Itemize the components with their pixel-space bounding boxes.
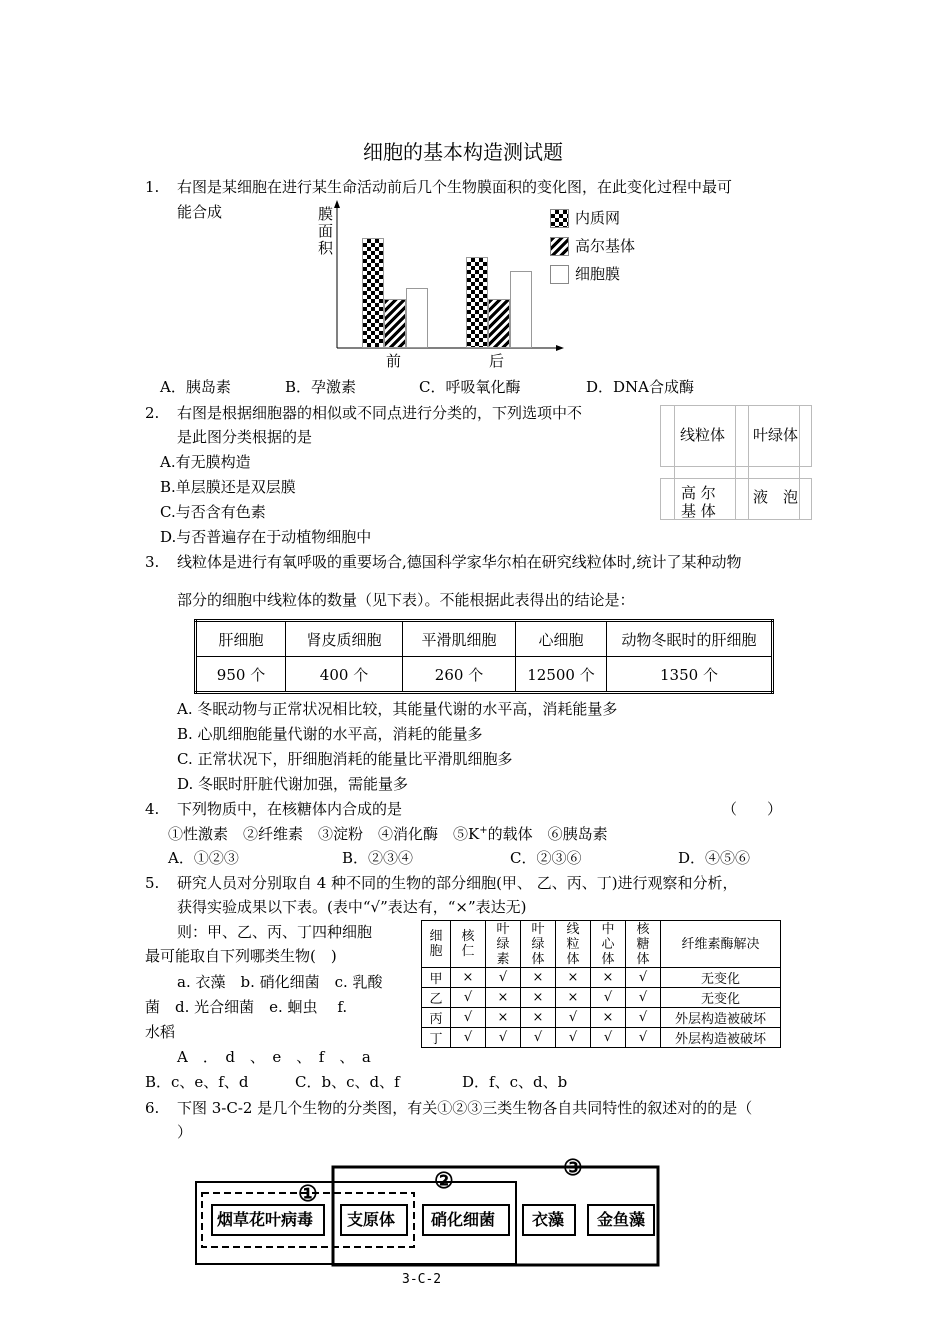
table-cell: 甲 (422, 968, 451, 988)
q5-text-line2: 获得实验成果以下表。(表中“√”表达有，“×”表达无) (177, 898, 527, 916)
q3-option-b: B. 心肌细胞能量代谢的水平高，消耗的能量多 (177, 725, 483, 743)
table-row (422, 1008, 781, 1028)
table-row (422, 1028, 781, 1048)
header-char: 仁 (461, 944, 475, 959)
table-cell: × (486, 1008, 521, 1028)
q6-text-line2: ） (177, 1123, 193, 1141)
organism-mycoplasma: 支原体 (347, 1210, 396, 1229)
table-cell: 12500 个 (516, 657, 607, 693)
table-header-cell (451, 921, 486, 968)
q5-left-line: 最可能取自下列哪类生物( ) (145, 947, 337, 965)
header-char: 中 (601, 921, 615, 937)
header-char: 绿 (531, 936, 545, 952)
table-cell: 乙 (422, 988, 451, 1008)
q5-left-line: 则：甲、乙、丙、丁四种细胞 (177, 923, 373, 941)
diagram-cell-golgi: 基 体 (681, 502, 716, 520)
header-char: 体 (566, 951, 580, 967)
header-char: 绿 (496, 936, 510, 952)
table-header-cell: 平滑肌细胞 (403, 621, 516, 657)
diagram-cell-chloroplast: 叶绿体 (753, 426, 799, 444)
group-label-3: ③ (563, 1155, 583, 1181)
table-cell: √ (626, 1028, 661, 1048)
table-cell: 400 个 (286, 657, 403, 693)
header-char: 线 (566, 921, 580, 937)
table-row (196, 657, 773, 693)
organism-tmv: 烟草花叶病毒 (217, 1210, 314, 1229)
header-char: 细 (429, 929, 443, 944)
table-cell: √ (626, 968, 661, 988)
table-cell: × (486, 988, 521, 1008)
header-char: 叶 (496, 921, 510, 937)
legend-swatch-checker (550, 209, 569, 228)
q5-option-a: A ． d 、 e 、 f 、 a (177, 1048, 371, 1066)
diagram-caption: 3-C-2 (402, 1272, 442, 1287)
chart-bar (406, 288, 428, 348)
table-cell: √ (556, 1008, 591, 1028)
q5-number: 5. (145, 874, 160, 892)
diagram-cell-vacuole: 液 泡 (753, 488, 799, 506)
header-char: 核 (461, 929, 475, 944)
organism-nitrifying-bacteria: 硝化细菌 (431, 1210, 496, 1229)
table-header-cell (626, 921, 661, 968)
diagram-cell-mitochondria: 线粒体 (680, 426, 726, 444)
table-cell: √ (591, 1028, 626, 1048)
page-title: 细胞的基本构造测试题 (363, 140, 563, 164)
q2-option-a: A.有无膜构造 (160, 453, 251, 471)
table-cell: √ (556, 1028, 591, 1048)
organism-chlamydomonas: 衣藻 (532, 1210, 565, 1229)
table-header-cell (591, 921, 626, 968)
table-cell: √ (591, 988, 626, 1008)
header-char: 体 (636, 951, 650, 967)
chart-bar (510, 271, 532, 348)
table-header-row (422, 921, 781, 968)
table-header-cell: 肾皮质细胞 (286, 621, 403, 657)
q5-table (421, 920, 781, 1048)
legend-label: 内质网 (575, 209, 621, 227)
table-cell: 丁 (422, 1028, 451, 1048)
table-header-cell (422, 921, 451, 968)
header-char: 粒 (566, 936, 580, 952)
q1-text-line1: 右图是某细胞在进行某生命活动前后几个生物膜面积的变化图，在此变化过程中最可 (177, 178, 733, 196)
header-char: 心 (601, 936, 615, 952)
table-cell: 外层构造被破坏 (661, 1028, 781, 1048)
q3-text-line1: 线粒体是进行有氧呼吸的重要场合,德国科学家华尔柏在研究线粒体时,统计了某种动物 (177, 553, 742, 571)
header-char: 胞 (429, 944, 443, 959)
q4-option-d: D．④⑤⑥ (678, 849, 751, 867)
header-char: 体 (531, 951, 545, 967)
group-label-1: ① (298, 1181, 318, 1207)
q5-option-d: D．f、c、d、b (462, 1073, 568, 1091)
table-cell: × (556, 968, 591, 988)
table-cell: 950 个 (196, 657, 286, 693)
table-header-cell: 肝细胞 (196, 621, 286, 657)
diagram-cell-golgi: 高 尔 (681, 484, 716, 502)
table-row (422, 988, 781, 1008)
ylabel-char: 面 (318, 222, 334, 240)
q2-number: 2. (145, 404, 160, 422)
table-header-row (196, 621, 773, 657)
q5-left-line: 水稻 (145, 1023, 176, 1041)
q1-option-b: B．孕激素 (285, 378, 357, 396)
chart-bar (466, 257, 488, 348)
q2-text-line2: 是此图分类根据的是 (177, 428, 313, 446)
q4-option-b: B．②③④ (342, 849, 414, 867)
table-row (422, 968, 781, 988)
q4-items-text: ①性激素 ②纤维素 ③淀粉 ④消化酶 ⑤K (168, 825, 480, 843)
table-cell: √ (451, 1028, 486, 1048)
table-header-cell (521, 921, 556, 968)
table-cell: √ (626, 988, 661, 1008)
q3-option-c: C. 正常状况下，肝细胞消耗的能量比平滑肌细胞多 (177, 750, 513, 768)
table-cell: × (556, 988, 591, 1008)
table-cell: 无变化 (661, 988, 781, 1008)
q5-text-line1: 研究人员对分别取自 4 种不同的生物的部分细胞(甲、 乙、丙、丁)进行观察和分析， (177, 874, 738, 892)
table-cell: × (521, 1008, 556, 1028)
table-header-cell (556, 921, 591, 968)
q2-option-d: D.与否普遍存在于动植物细胞中 (160, 528, 372, 546)
table-header-cell: 纤维素酶解决 (661, 921, 781, 968)
chart-bar (488, 299, 510, 348)
q3-text-line2: 部分的细胞中线粒体的数量（见下表）。不能根据此表得出的结论是： (177, 591, 635, 609)
q4-option-c: C．②③⑥ (510, 849, 582, 867)
q6-number: 6. (145, 1099, 160, 1117)
q5-option-c: C．b、c、d、f (295, 1073, 400, 1091)
q3-option-d: D. 冬眠时肝脏代谢加强，需能量多 (177, 775, 409, 793)
table-cell: √ (626, 1008, 661, 1028)
q4-items-text: 的载体 ⑥胰岛素 (487, 825, 608, 843)
q4-number: 4. (145, 800, 160, 818)
q1-option-d: D．DNA合成酶 (586, 378, 695, 396)
table-cell: 260 个 (403, 657, 516, 693)
q3-option-a: A. 冬眠动物与正常状况相比较，其能量代谢的水平高，消耗能量多 (177, 700, 618, 718)
q2-option-b: B.单层膜还是双层膜 (160, 478, 296, 496)
q1-text-line2: 能合成 (177, 203, 223, 221)
q5-left-line: a. 衣藻 b. 硝化细菌 c. 乳酸 (177, 973, 383, 991)
header-char: 体 (601, 951, 615, 967)
table-header-cell: 动物冬眠时的肝细胞 (607, 621, 773, 657)
q5-left-line: 菌 d. 光合细菌 e. 蛔虫 f. (145, 998, 348, 1016)
organism-hornwort: 金鱼藻 (597, 1210, 646, 1229)
ylabel-char: 积 (318, 239, 334, 257)
header-char: 核 (636, 921, 650, 937)
q1-chart-xtick: 前 (386, 352, 402, 370)
q5-option-b: B．c、e、f、d (145, 1073, 249, 1091)
table-cell: √ (521, 1028, 556, 1048)
table-cell: × (591, 968, 626, 988)
q1-option-a: A．胰岛素 (160, 378, 231, 396)
q3-table (194, 619, 774, 694)
ylabel-char: 膜 (318, 205, 334, 223)
table-cell: × (521, 988, 556, 1008)
legend-swatch-hatch (550, 237, 569, 256)
header-char: 素 (496, 951, 510, 967)
group-label-2: ② (434, 1168, 454, 1194)
header-char: 叶 (531, 921, 545, 937)
q1-chart-xtick: 后 (489, 352, 505, 370)
table-cell: × (591, 1008, 626, 1028)
table-cell: × (521, 968, 556, 988)
q1-number: 1. (145, 178, 160, 196)
table-header-cell (486, 921, 521, 968)
table-cell: √ (451, 988, 486, 1008)
chart-bar (362, 238, 384, 349)
table-cell: 1350 个 (607, 657, 773, 693)
chart-bar (384, 299, 406, 348)
q3-number: 3. (145, 553, 160, 571)
table-cell: 外层构造被破坏 (661, 1008, 781, 1028)
legend-label: 高尔基体 (575, 237, 636, 255)
table-cell: 丙 (422, 1008, 451, 1028)
header-char: 糖 (636, 936, 650, 952)
q4-items-sup: + (479, 825, 488, 836)
q2-text-line1: 右图是根据细胞器的相似或不同点进行分类的，下列选项中不 (177, 404, 583, 422)
q4-option-a: A．①②③ (168, 849, 239, 867)
q2-option-c: C.与否含有色素 (160, 503, 266, 521)
table-cell: √ (486, 968, 521, 988)
q6-text-line1: 下图 3-C-2 是几个生物的分类图，有关①②③三类生物各自共同特性的叙述对的的是（ (177, 1099, 753, 1117)
legend-label: 细胞膜 (575, 265, 621, 283)
table-header-cell: 心细胞 (516, 621, 607, 657)
table-cell: 无变化 (661, 968, 781, 988)
q4-items (168, 825, 608, 843)
q4-text: 下列物质中，在核糖体内合成的是 (177, 800, 403, 818)
table-cell: √ (451, 1008, 486, 1028)
table-cell: × (451, 968, 486, 988)
table-cell: √ (486, 1028, 521, 1048)
legend-swatch-plain (550, 265, 569, 284)
q1-option-c: C．呼吸氧化酶 (419, 378, 521, 396)
q4-answer-paren: （ ） (722, 800, 783, 818)
